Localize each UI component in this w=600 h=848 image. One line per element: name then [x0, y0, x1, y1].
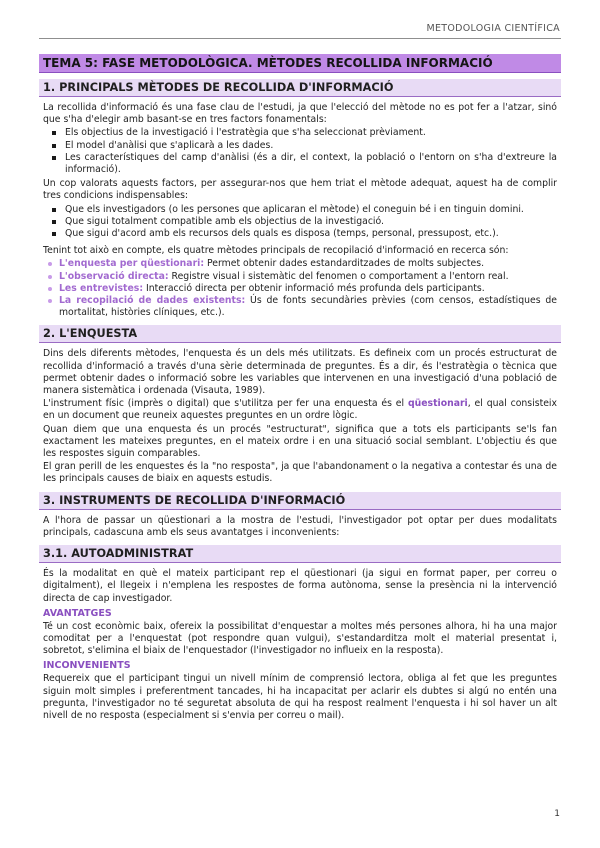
- section-2-paragraph: [39, 398, 561, 422]
- method-term: L'enquesta per qüestionari:: [59, 258, 205, 270]
- section-2-paragraph: El gran perill de les enquestes és la "no resposta", ja que l'abandonament o la negativa a contestar és una de les principals causes de biaix en aquests estudis.: [43, 461, 557, 485]
- condition-item: Que sigui d'acord amb els recursos dels quals es disposa (temps, personal, pressupost, etc.).: [65, 228, 557, 240]
- section-3-heading: 3. INSTRUMENTS DE RECOLLIDA D'INFORMACIÓ: [39, 492, 561, 510]
- advantages-heading: AVANTATGES: [43, 607, 112, 619]
- method-item: [59, 295, 557, 319]
- section-3-1-paragraph: És la modalitat en què el mateix participant rep el qüestionari (ja sigui en format paper, per correu o digitalment), el llegeix i n'emplena les respostes de forma autònoma, sense la presència ni la intervenció directa de cap investigador.: [43, 568, 557, 604]
- method-term: L'observació directa:: [59, 270, 169, 282]
- method-item: [59, 283, 557, 295]
- section-2-paragraph: Quan diem que una enquesta és un procés "estructurat", significa que a tots els participants se'ls fan exactament les mateixes preguntes, en el mateix ordre i en una situació social semblant. L'objectiu és que les respostes siguin comparables.: [43, 423, 557, 460]
- running-header: METODOLOGIA CIENTÍFICA: [426, 23, 560, 34]
- methods-intro: Tenint tot això en compte, els quatre mètodes principals de recopilació d'informació en recerca són:: [43, 245, 509, 257]
- factor-item: Els objectius de la investigació i l'estratègia que s'ha seleccionat prèviament.: [65, 127, 557, 139]
- factors-list: [39, 127, 561, 176]
- conditions-list: [39, 204, 561, 241]
- disadvantages-paragraph: Requereix que el participant tingui un nivell mínim de comprensió lectora, obliga al fet que les preguntes siguin molt simples i preferentment tancades, hi ha incapacitat per aclarir els dubtes si algú no entén una pregunta, l'investigador no té seguretat absoluta de qui ha respost realment l'enquesta i hi sol haver un alt nivell de no resposta (especialment si s'envia per correu o mail).: [43, 673, 557, 721]
- section-2-heading: 2. L'ENQUESTA: [39, 325, 561, 343]
- header-rule: [39, 38, 561, 39]
- disadvantages-heading: INCONVENIENTS: [43, 660, 131, 672]
- section-2-paragraph: Dins dels diferents mètodes, l'enquesta és un dels més utilitzats. Es defineix com un procés estructurat de recollida d'informació a través d'una sèrie determinada de preguntes. És a dir, és l'estratègia o tècnica que permet obtenir dades o informació sobre les variables que intervenen en una investigació d'una població de manera sistemàtica i ordenada (Visauta, 1989).: [43, 348, 557, 397]
- factor-item: Les característiques del camp d'anàlisi (és a dir, el context, la població o l'entorn on s'ha d'extreure la informació).: [65, 151, 557, 176]
- page-number: 1: [554, 809, 560, 819]
- method-desc: Ús de fonts secundàries prèvies (com censos, estadístiques de mortalitat, històries clíniques, etc.).: [59, 295, 557, 319]
- condition-item: Que els investigadors (o les persones que aplicaran el mètode) el coneguin bé i en tinguin domini.: [65, 204, 557, 216]
- paragraph-text: L'instrument físic (imprès o digital) que s'utilitza per fer una enquesta és el: [43, 398, 408, 410]
- method-term: Les entrevistes:: [59, 282, 144, 294]
- section-1-heading: 1. PRINCIPALS MÈTODES DE RECOLLIDA D'INFORMACIÓ: [39, 79, 561, 97]
- section-3-1-heading: 3.1. AUTOADMINISTRAT: [39, 545, 561, 563]
- method-desc: Interacció directa per obtenir informació més profunda dels participants.: [146, 282, 485, 294]
- condition-item: Que sigui totalment compatible amb els objectius de la investigació.: [65, 216, 557, 228]
- advantages-paragraph: Té un cost econòmic baix, ofereix la possibilitat d'enquestar a moltes més persones alhora, hi ha una major comoditat per a l'enquestat (pot respondre quan vulgui), s'estandarditza molt el material presentat i, sobretot, s'elimina el biaix de l'enquestador (l'investigador no influeix en la resposta).: [43, 620, 557, 657]
- document-title: TEMA 5: FASE METODOLÒGICA. MÈTODES RECOLLIDA INFORMACIÓ: [39, 54, 561, 73]
- method-desc: Registre visual i sistemàtic del fenomen o comportament a l'entorn real.: [171, 270, 509, 282]
- method-desc: Permet obtenir dades estandarditzades de molts subjectes.: [207, 258, 485, 270]
- method-term: La recopilació de dades existents:: [59, 295, 246, 307]
- section-1-intro: La recollida d'informació és una fase clau de l'estudi, ja que l'elecció del mètode no es pot fer a l'atzar, sinó que s'ha d'elegir amb basant-se en tres factors fonamentals:: [43, 102, 557, 126]
- document-body: [39, 54, 561, 723]
- method-item: [59, 258, 557, 270]
- conditions-intro: Un cop valorats aquests factors, per assegurar-nos que hem triat el mètode adequat, aquest ha de complir tres condicions indispensables:: [43, 178, 557, 202]
- paragraph-text: , el qual consisteix en un document que reuneix aquestes preguntes en un ordre lògic.: [43, 398, 558, 422]
- method-item: [59, 271, 557, 283]
- methods-list: [39, 258, 561, 319]
- keyword-questionari: qüestionari: [407, 398, 468, 410]
- factor-item: El model d'anàlisi que s'aplicarà a les dades.: [65, 140, 557, 152]
- section-3-paragraph: A l'hora de passar un qüestionari a la mostra de l'estudi, l'investigador pot optar per dues modalitats principals, cadascuna amb els seus avantatges i inconvenients:: [43, 514, 557, 538]
